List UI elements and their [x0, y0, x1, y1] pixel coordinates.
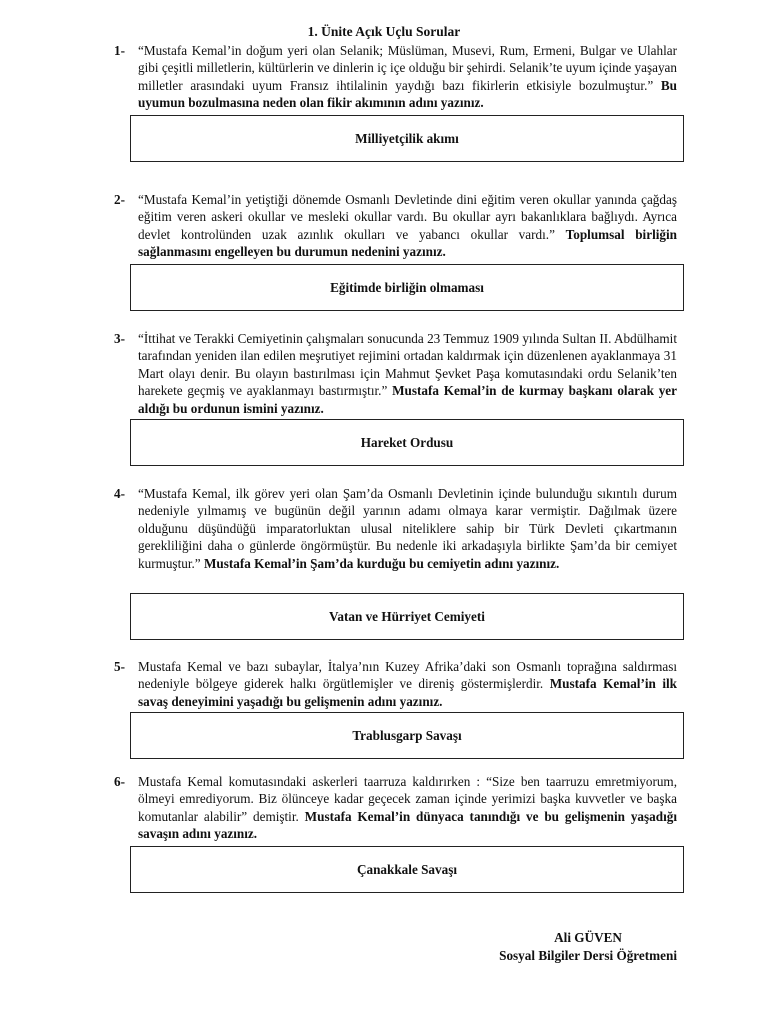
question-number: 4- — [114, 486, 125, 501]
signature-role: Sosyal Bilgiler Dersi Öğretmeni — [499, 947, 677, 963]
answer-text: Milliyetçilik akımı — [355, 130, 459, 146]
answer-text: Hareket Ordusu — [360, 434, 454, 450]
question-6 — [114, 773, 677, 843]
question-1 — [114, 42, 677, 112]
question-prompt: Mustafa Kemal’in dünyaca tanındığı ve bu gelişmenin yaşadığı savaşın adını yazınız. — [138, 808, 677, 842]
question-number: 3- — [114, 331, 125, 346]
question-text — [138, 330, 677, 417]
question-prompt: Toplumsal birliğin sağlanmasını engelleyen bu durumun nedenini yazınız. — [138, 226, 677, 260]
question-4 — [114, 485, 677, 572]
question-text — [138, 191, 677, 261]
question-5 — [114, 658, 677, 710]
page-title: 1. Ünite Açık Uçlu Sorular — [307, 24, 461, 39]
answer-text: Trablusgarp Savaşı — [352, 727, 462, 743]
question-2 — [114, 191, 677, 261]
answer-text: Vatan ve Hürriyet Cemiyeti — [329, 608, 485, 624]
question-number: 6- — [114, 774, 125, 789]
question-3 — [114, 330, 677, 417]
signature-name: Ali GÜVEN — [554, 930, 622, 945]
question-number: 2- — [114, 192, 125, 207]
question-text — [138, 773, 677, 843]
question-passage: “Mustafa Kemal’in yetiştiği dönemde Osmanlı Devletinde dini eğitim veren okullar yanında çağdaş eğitim veren askeri okullar ve mesleki okullar vardı. Bu okullar ayrı bakanlıklara bağlıydı. Ayrıca devlet kontrolünden uzak azınlık okulları ve yabancı okullar vardı.” — [138, 192, 677, 242]
answer-text: Eğitimde birliğin olmaması — [330, 279, 484, 295]
question-text — [138, 485, 677, 572]
question-passage: “İttihat ve Terakki Cemiyetinin çalışmaları sonucunda 23 Temmuz 1909 yılında Sultan II. Abdülhamit tarafından yeniden ilan edilen meşrutiyet rejimini ortadan kaldırmak için düzenlenen ayaklanmaya 31 Mart olayı denir. Bu olayın bastırılması için Mahmut Şevket Paşa komutasındaki ordu Selanik’ten harekete geçmiş ve ayaklanmayı bastırmıştır.” — [138, 331, 677, 399]
question-text — [138, 42, 677, 112]
signature — [499, 929, 677, 964]
question-passage: “Mustafa Kemal, ilk görev yeri olan Şam’da Osmanlı Devletinin içinde bulunduğu sıkıntılı durum nedeniyle yılmamış ve bugünün değil yarının adamı olmaya karar vermiştir. Dağılmak üzere olduğunu düşündüğü imparatorluktan ulusal niteliklere sahip bir Türk Devleti çıkartmanın gerekliliğini daha o günlerde öngörmüştür. Bu nedenle iki arkadaşıyla birlikte Şam’da bir cemiyet kurmuştur.” — [138, 486, 677, 571]
question-passage: “Mustafa Kemal’in doğum yeri olan Selanik; Müslüman, Musevi, Rum, Ermeni, Bulgar ve Ulahlar gibi çeşitli milletlerin, kültürlerin ve dinlerin iç içe olduğu bir şehirdi. Selanik’te uyum içinde yaşayan milletler arasındaki uyum Fransız ihtilalinin yaydığı bazı fikirlerin etkisiyle bozulmuştur.” — [138, 43, 677, 93]
answer-box-6 — [130, 846, 684, 893]
answer-box-2 — [130, 264, 684, 311]
question-number: 5- — [114, 659, 125, 674]
question-prompt: Bu uyumun bozulmasına neden olan fikir akımının adını yazınız. — [138, 77, 678, 111]
answer-box-4 — [130, 593, 684, 640]
answer-box-3 — [130, 419, 684, 466]
answer-box-1 — [130, 115, 684, 162]
answer-box-5 — [130, 712, 684, 759]
question-text — [138, 658, 677, 710]
question-prompt: Mustafa Kemal’in ilk savaş deneyimini yaşadığı bu gelişmenin adını yazınız. — [138, 676, 677, 709]
answer-text: Çanakkale Savaşı — [356, 861, 458, 877]
question-prompt: Mustafa Kemal’in de kurmay başkanı olarak yer aldığı bu ordunun ismini yazınız. — [138, 383, 677, 416]
question-passage: Mustafa Kemal ve bazı subaylar, İtalya’nın Kuzey Afrika’daki son Osmanlı toprağına saldırması nedeniyle bölgeye giderek halkı örgütlemişler ve direniş göstermişlerdir. — [138, 659, 677, 692]
question-prompt: Mustafa Kemal’in Şam’da kurduğu bu cemiyetin adını yazınız. — [203, 555, 560, 571]
question-number: 1- — [114, 43, 125, 58]
question-passage: Mustafa Kemal komutasındaki askerleri taarruza kaldırırken : “Size ben taarruzu emretmiyorum, ölmeyi emrediyorum. Biz ölünceye kadar geçecek zaman içinde yerimizi başka kuvvetler ve başka komutanlar alabilir” demiştir. — [138, 774, 677, 824]
